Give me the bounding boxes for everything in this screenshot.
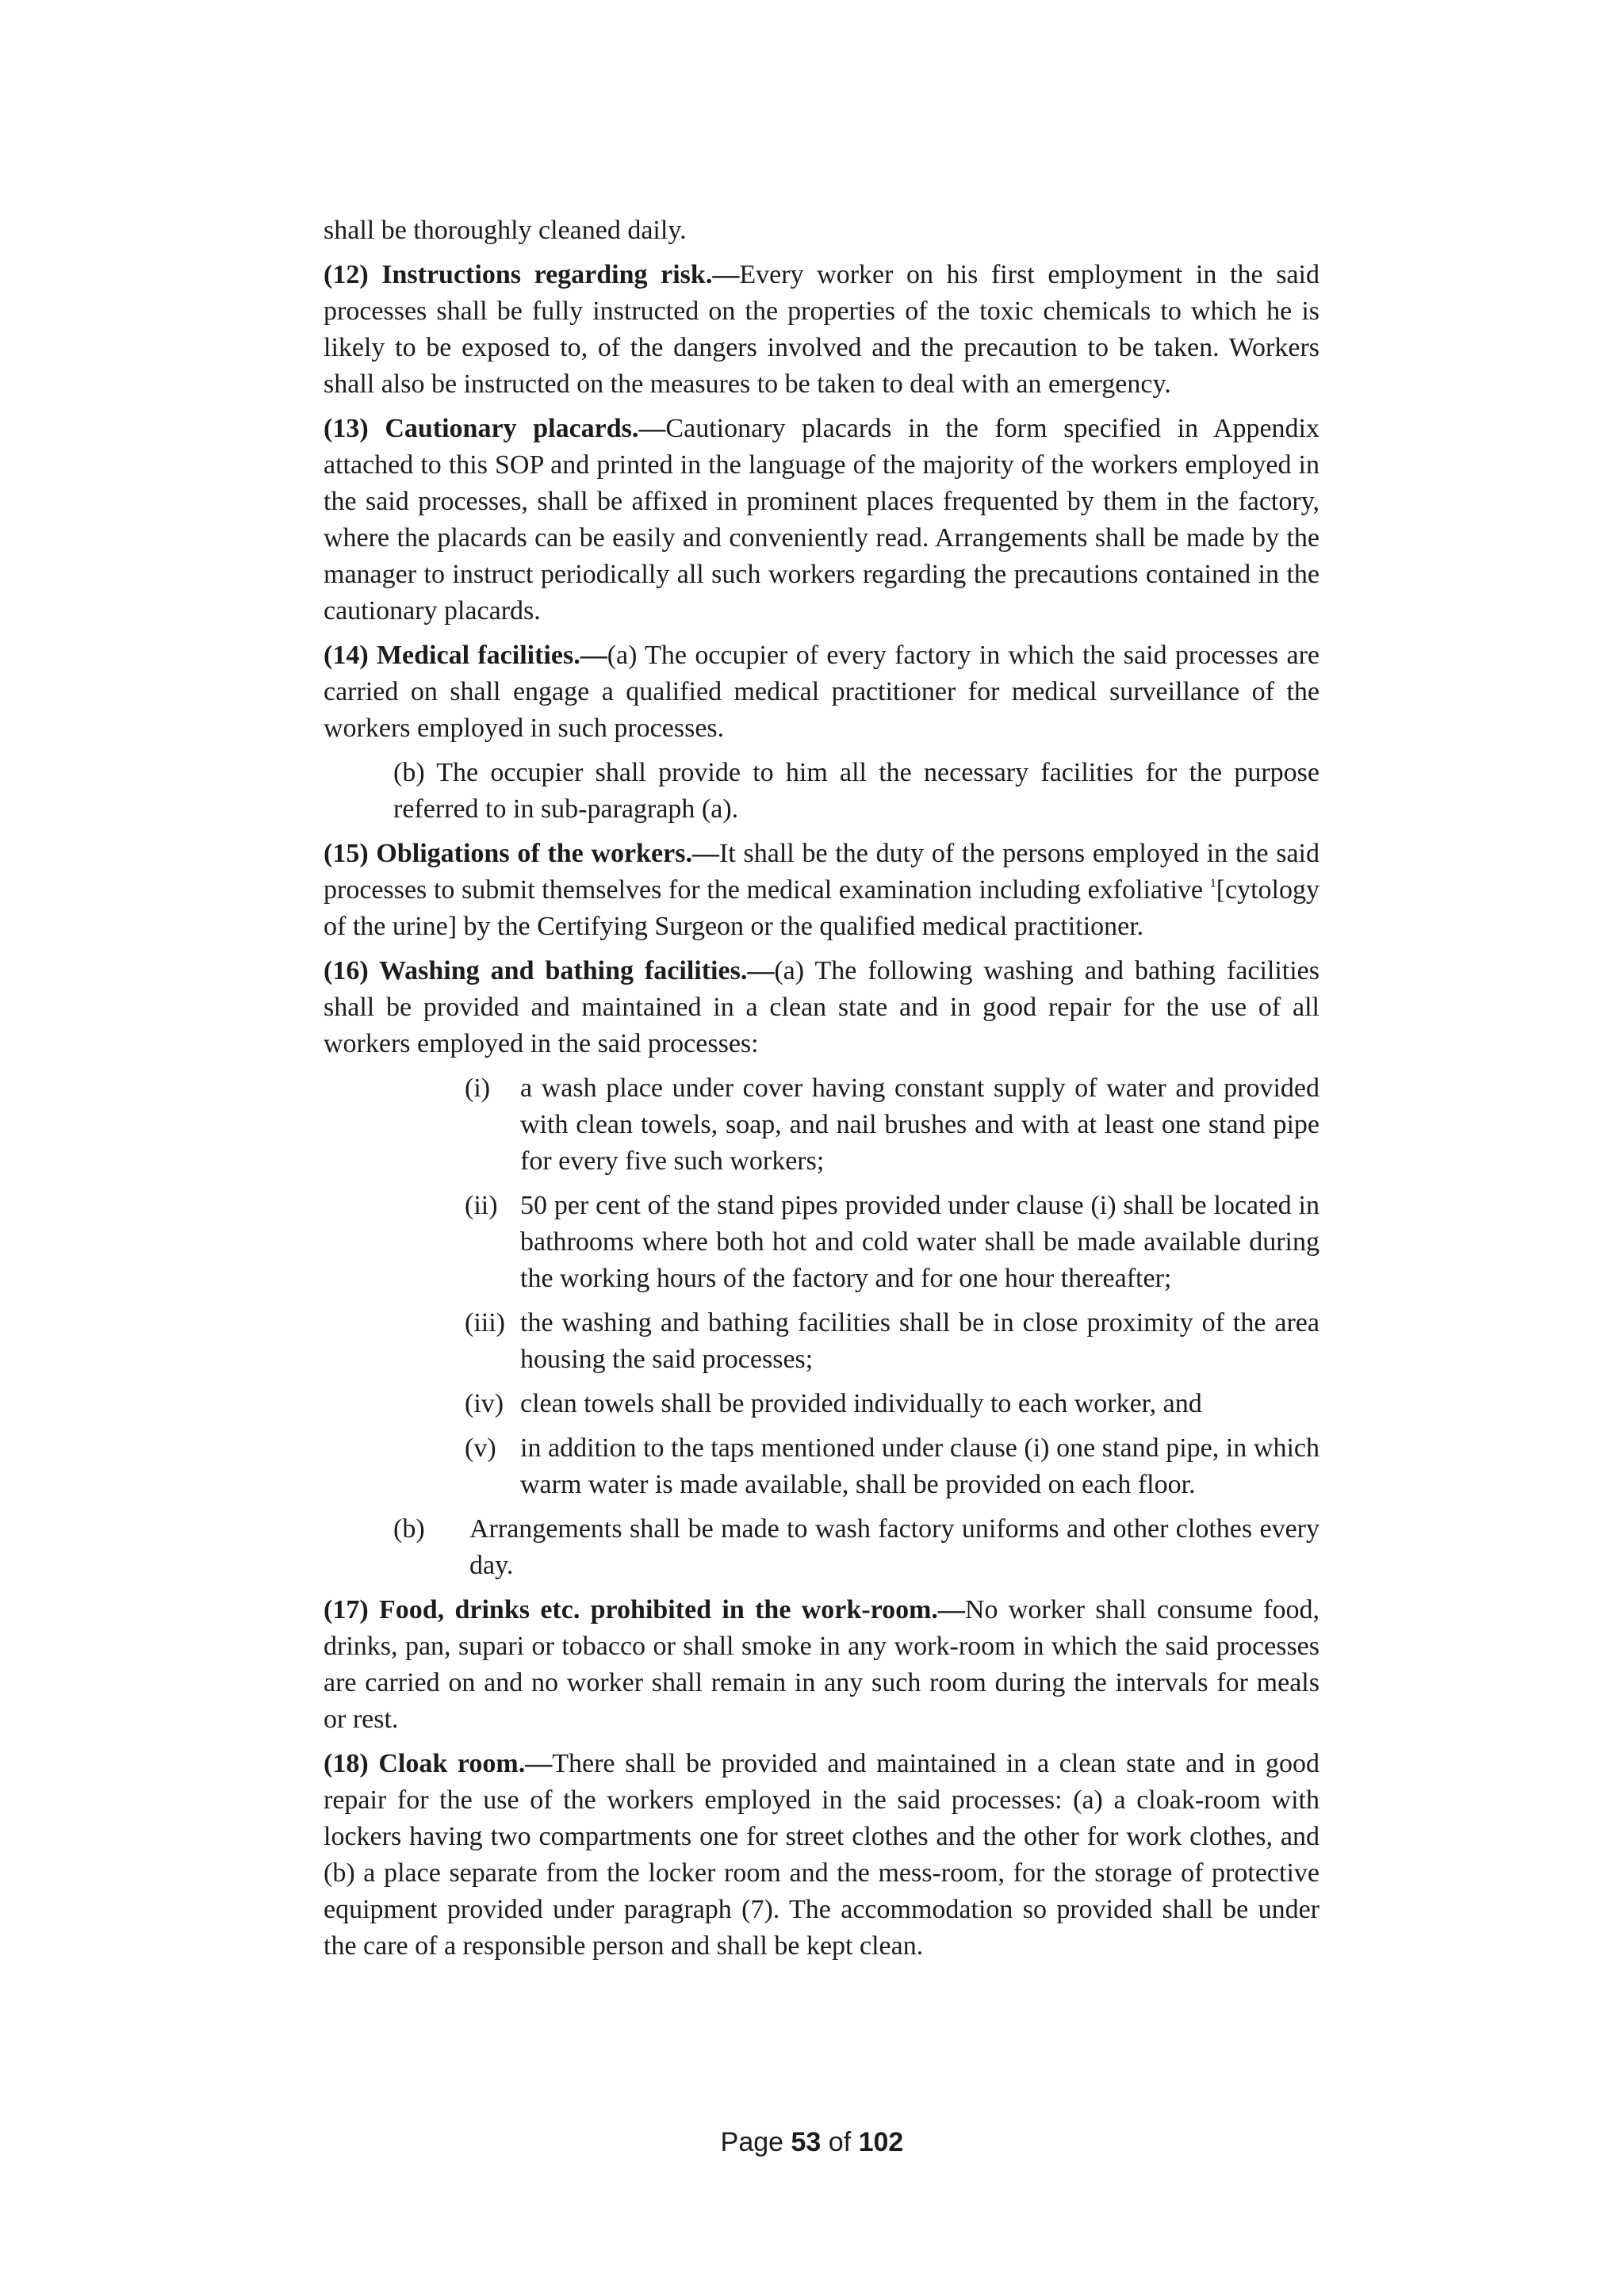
clause-text: clean towels shall be provided individually to each worker, and: [520, 1389, 1202, 1418]
page-number: [0, 2125, 1624, 2160]
section-16-text: (a) The following washing and bathing facilities shall be provided and maintained in a clean state and in good repair for the use of all workers employed in the said processes:: [324, 956, 1320, 1058]
footnote-marker: 1: [1209, 877, 1216, 890]
section-18: [324, 1746, 1320, 1965]
section-17-text: No worker shall consume food, drinks, pan, supari or tobacco or shall smoke in any work-room in which the said processes are carried on and no worker shall remain in any such room during the intervals for meals or rest.: [324, 1595, 1320, 1734]
clause-v: [324, 1430, 1320, 1503]
section-14-sub-b: (b) The occupier shall provide to him all the necessary facilities for the purpose referred to in sub-paragraph (a).: [393, 758, 1320, 824]
section-12-title: (12) Instructions regarding risk.—: [324, 260, 740, 289]
section-17-title: (17) Food, drinks etc. prohibited in the work-room.—: [324, 1595, 965, 1624]
clause-text: 50 per cent of the stand pipes provided under clause (i) shall be located in bathrooms where both hot and cold water shall be made available during the working hours of the factory and for one hour thereafter;: [520, 1191, 1320, 1293]
clause-label: (iii): [465, 1308, 505, 1337]
page-total: 102: [858, 2127, 904, 2157]
section-18-title: (18) Cloak room.—: [324, 1749, 553, 1778]
section-16-sub-b: [324, 1511, 1320, 1584]
section-14-title: (14) Medical facilities.—: [324, 641, 607, 670]
section-12: [324, 257, 1320, 403]
section-12-text: Every worker on his first employment in the said processes shall be fully instructed on the properties of the toxic chemicals to which he is likely to be exposed to, of the dangers involved and the precaution to be taken. Workers shall also be instructed on the measures to be taken to deal with an emergency.: [324, 260, 1320, 399]
sub-b-text: Arrangements shall be made to wash factory uniforms and other clothes every day.: [469, 1514, 1320, 1580]
section-15-text-before: It shall be the duty of the persons employed in the said processes to submit themselves for the medical examination including exfoliative: [324, 839, 1320, 905]
page-body: [324, 212, 1320, 1973]
clause-iii: [324, 1305, 1320, 1378]
clause-label: (i): [465, 1073, 491, 1103]
section-13-title: (13) Cautionary placards.—: [324, 414, 666, 443]
page-prefix: Page: [720, 2127, 791, 2157]
section-13-text: Cautionary placards in the form specified in Appendix attached to this SOP and printed in the language of the majority of the workers employed in the said processes, shall be affixed in prominent places frequented by them in the factory, where the placards can be easily and conveniently read. Arrangements shall be made by the manager to instruct periodically all such workers regarding the precautions contained in the cautionary placards.: [324, 414, 1320, 626]
clause-label: (v): [465, 1433, 496, 1463]
section-17: [324, 1592, 1320, 1738]
clause-label: (ii): [465, 1191, 498, 1220]
sub-b-label: (b): [393, 1514, 425, 1544]
clause-text: a wash place under cover having constant supply of water and provided with clean towels, soap, and nail brushes and with at least one stand pipe for every five such workers;: [520, 1073, 1320, 1176]
clause-text: the washing and bathing facilities shall be in close proximity of the area housing the said processes;: [520, 1308, 1320, 1374]
intro-text: shall be thoroughly cleaned daily.: [324, 216, 687, 245]
section-15-text-after: [cytology of the urine] by the Certifying Surgeon or the qualified medical practitioner.: [324, 875, 1320, 941]
section-14: [324, 637, 1320, 747]
section-15: [324, 836, 1320, 945]
page-middle: of: [821, 2127, 859, 2157]
section-18-text: There shall be provided and maintained in a clean state and in good repair for the use of the workers employed in the said processes: (a) a cloak-room with lockers having two compartments one for street clothes and the other for work clothes, and (b) a place separate from the locker room and the mess-room, for the storage of protective equipment provided under paragraph (7). The accommodation so provided shall be under the care of a responsible person and shall be kept clean.: [324, 1749, 1320, 1961]
clause-i: [324, 1070, 1320, 1180]
section-16: [324, 953, 1320, 1062]
clause-text: in addition to the taps mentioned under clause (i) one stand pipe, in which warm water is made available, shall be provided on each floor.: [520, 1433, 1320, 1499]
clause-ii: [324, 1188, 1320, 1297]
section-14-text: (a) The occupier of every factory in which the said processes are carried on shall engage a qualified medical practitioner for medical surveillance of the workers employed in such processes.: [324, 641, 1320, 743]
clause-iv: [324, 1386, 1320, 1422]
page-current: 53: [791, 2127, 822, 2157]
section-15-title: (15) Obligations of the workers.—: [324, 839, 719, 868]
clause-label: (iv): [465, 1389, 504, 1418]
section-16-title: (16) Washing and bathing facilities.—: [324, 956, 775, 985]
section-13: [324, 411, 1320, 629]
